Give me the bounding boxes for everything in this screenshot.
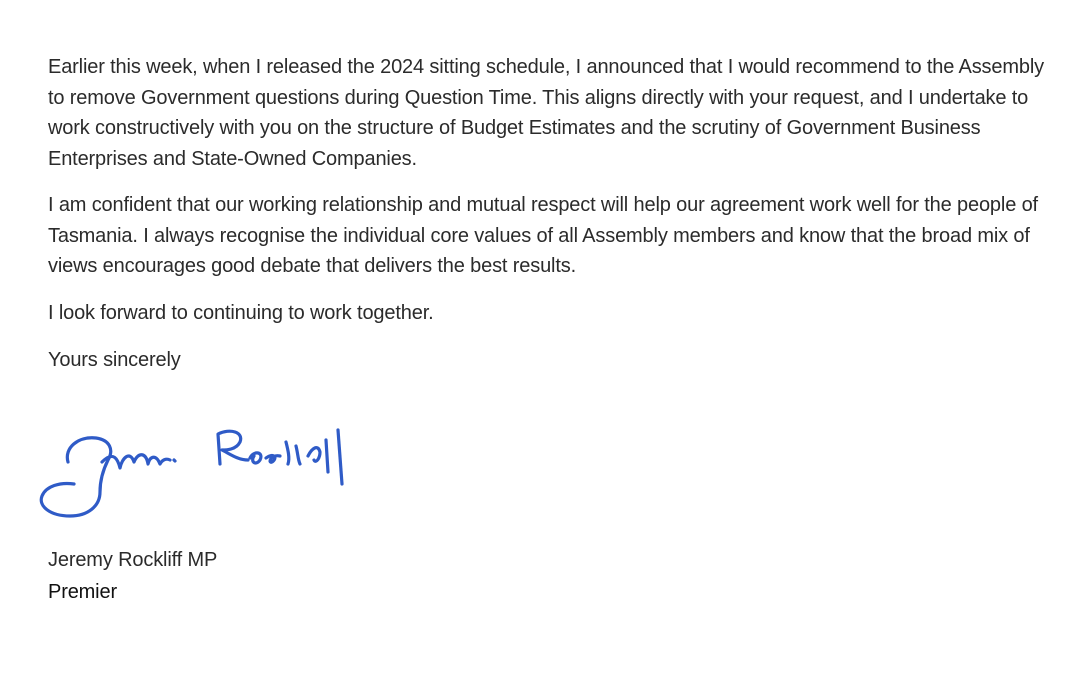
letter-body <box>48 52 1058 393</box>
paragraph-schedule: Earlier this week, when I released the 2024 sitting schedule, I announced that I would recommend to the Assembly to remove Government questions during Question Time. This aligns directly with your request, and I undertake to work constructively with you on the structure of Budget Estimates and the scrutiny of Government Business Enterprises and State-Owned Companies. <box>48 56 1045 170</box>
paragraph-relationship: I am confident that our working relationship and mutual respect will help our agreement work well for the people of Tasmania. I always recognise the individual core values of all Assembly members and know that the broad mix of views encourages good debate that delivers the best results. <box>48 194 1038 277</box>
signer-title: Premier <box>48 581 117 603</box>
valediction: Yours sincerely <box>48 349 181 371</box>
paragraph-closing: I look forward to continuing to work together. <box>48 301 434 324</box>
signer-name: Jeremy Rockliff MP <box>48 549 218 571</box>
signature-icon <box>34 420 364 525</box>
